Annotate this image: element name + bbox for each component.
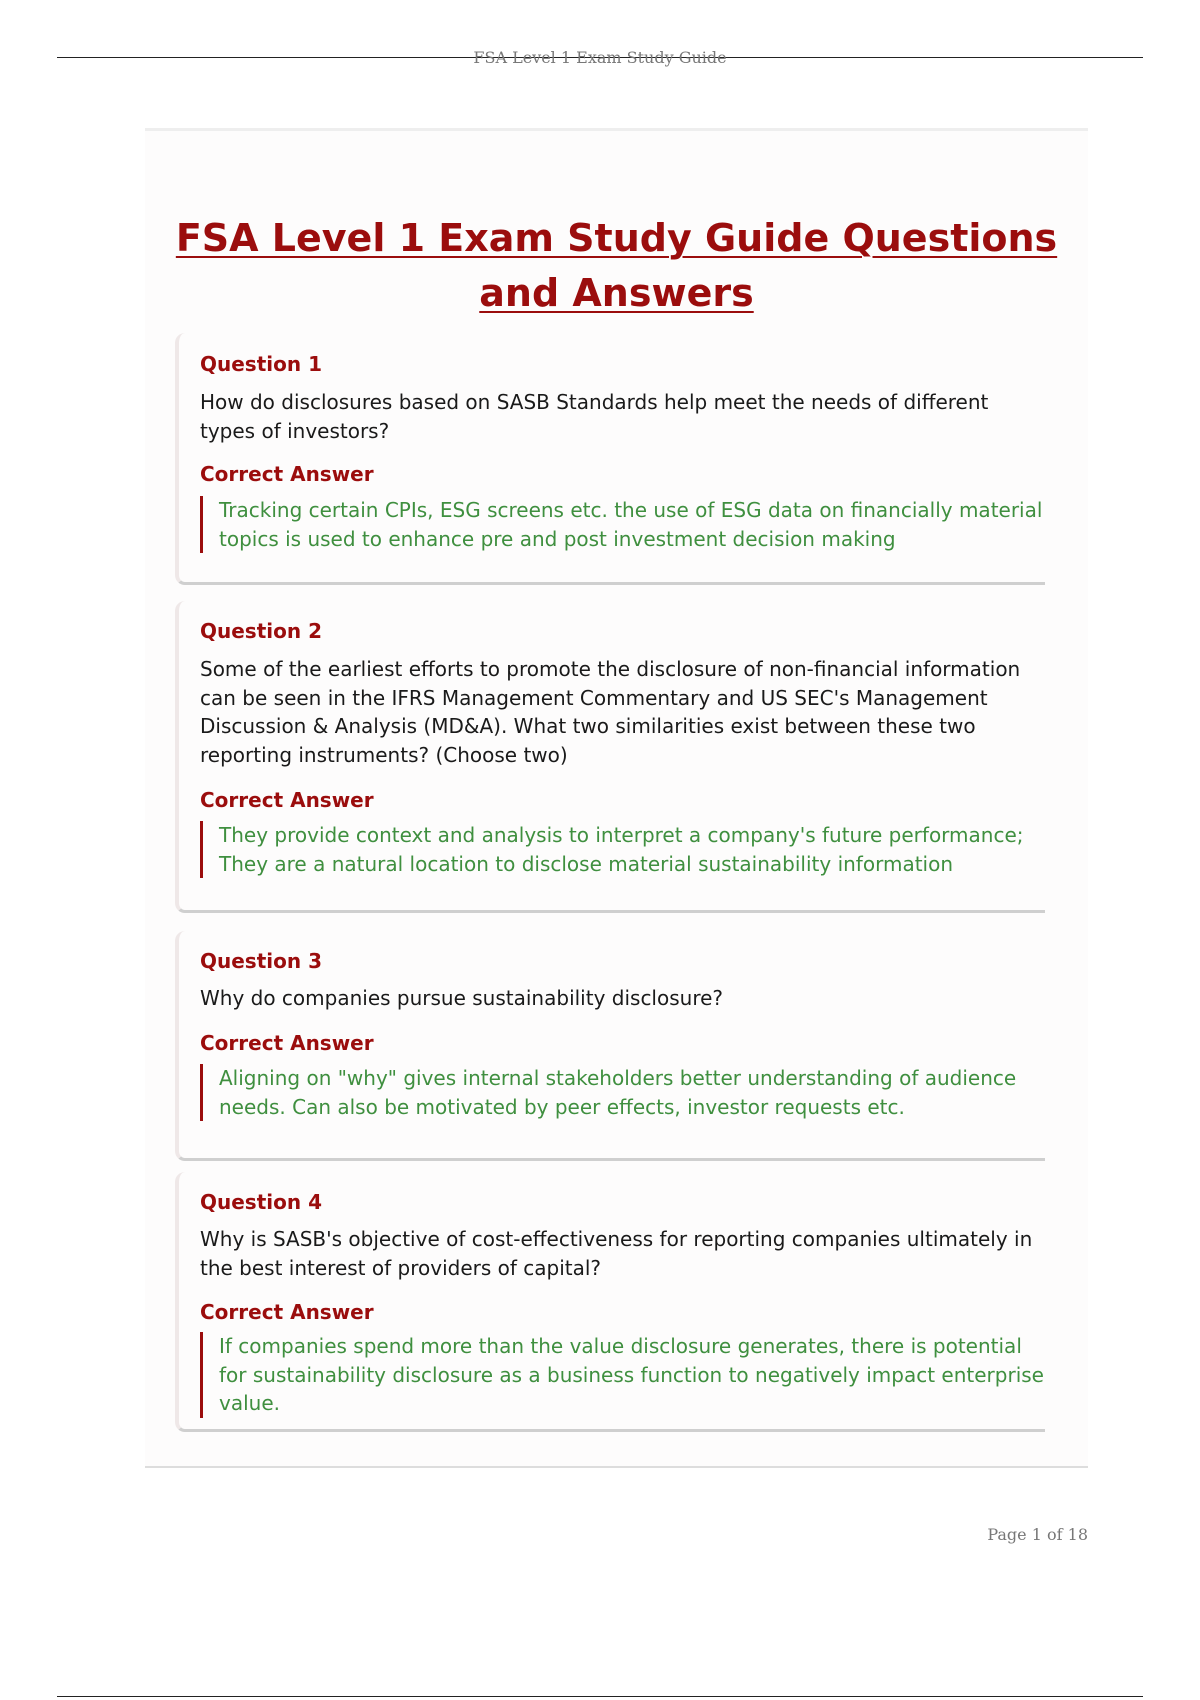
question-label: Question 2 [200, 619, 322, 643]
page-number: Page 1 of 18 [987, 1525, 1088, 1544]
answer-text: If companies spend more than the value disclosure generates, there is potential for sustainability disclosure as a business function to negatively impact enterprise value. [200, 1332, 1045, 1418]
question-text: Why is SASB's objective of cost-effectiveness for reporting companies ultimately in the best interest of providers of capital? [200, 1227, 1033, 1280]
page-header [0, 48, 1200, 68]
question-text: Some of the earliest efforts to promote the disclosure of non-financial information can be seen in the IFRS Management Commentary and US SEC's Management Discussion & Analysis (MD&A). What two similarities exist between these two reporting instruments? (Choose two) [200, 657, 1021, 767]
question-label: Question 3 [200, 949, 322, 973]
footer-rule [57, 1696, 1143, 1697]
question-card-1 [175, 333, 1045, 585]
question-card-3 [175, 931, 1045, 1161]
answer-label: Correct Answer [200, 788, 374, 812]
question-text: How do disclosures based on SASB Standards help meet the needs of different types of investors? [200, 390, 989, 443]
answer-text: Aligning on "why" gives internal stakeholders better understanding of audience needs. Can also be motivated by peer effects, investor requests etc. [200, 1064, 1045, 1121]
question-text: Why do companies pursue sustainability disclosure? [200, 986, 724, 1010]
answer-label: Correct Answer [200, 1031, 374, 1055]
answer-label: Correct Answer [200, 462, 374, 486]
question-label: Question 4 [200, 1190, 322, 1214]
running-title: FSA Level 1 Exam Study Guide [473, 48, 727, 67]
question-card-2 [175, 601, 1045, 913]
answer-label: Correct Answer [200, 1300, 374, 1324]
question-label: Question 1 [200, 352, 322, 376]
answer-text: Tracking certain CPIs, ESG screens etc. the use of ESG data on financially material topics is used to enhance pre and post investment decision making [200, 496, 1045, 553]
document-title: FSA Level 1 Exam Study Guide Questions and Answers [175, 216, 1058, 315]
document-card [145, 128, 1088, 1468]
answer-text: They provide context and analysis to interpret a company's future performance; They are a natural location to disclose material sustainability information [200, 821, 1045, 878]
question-card-4 [175, 1172, 1045, 1432]
